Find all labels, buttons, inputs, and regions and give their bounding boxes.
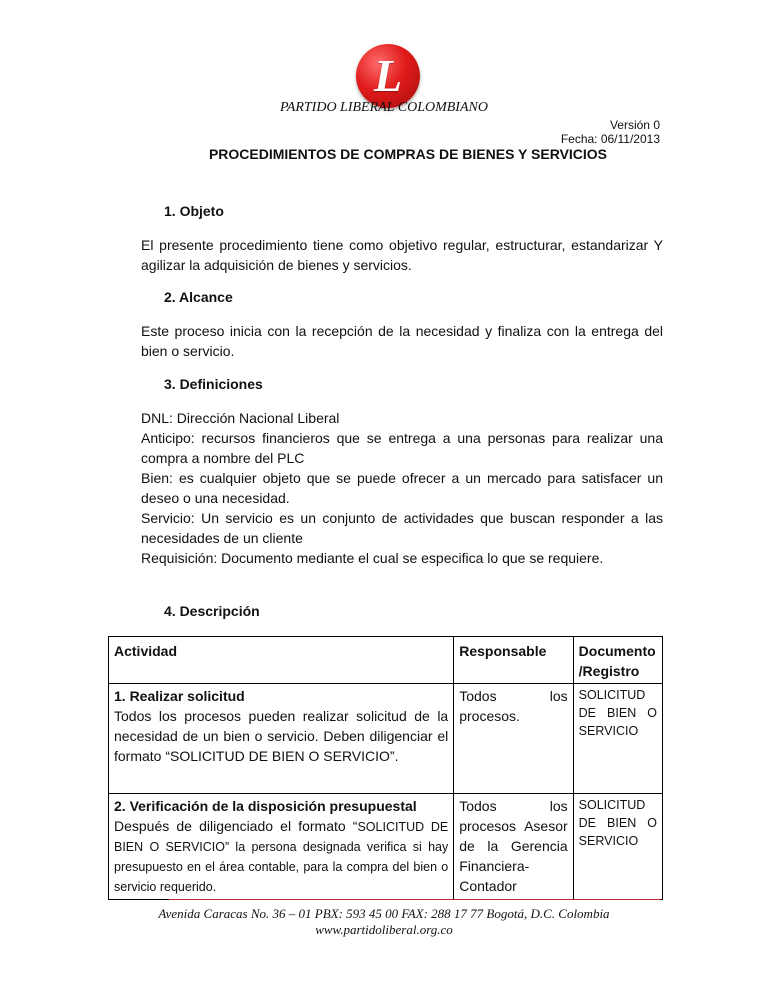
activity-title: 1. Realizar solicitud [114,688,245,704]
party-logo [356,44,420,108]
definition-item: Bien: es cualquier objeto que se puede ofrecer a un mercado para satisfacer un deseo o una necesidad. [141,470,663,506]
activity-description-lead: Después de diligenciado el formato “ [114,818,358,834]
documento-text: SOLICITUD DE BIEN O SERVICIO [578,798,657,848]
definitions-list [141,408,663,568]
footer-divider [169,899,661,900]
table-row [109,684,663,794]
responsable-cell [454,684,573,794]
activity-title: 2. Verificación de la disposición presupuestal [114,798,417,814]
responsable-text: Todos los procesos Asesor de la Gerencia Financiera- Contador [459,798,568,894]
documento-cell [573,794,662,900]
definition-item: DNL: Dirección Nacional Liberal [141,410,340,426]
footer-website: www.partidoliberal.org.co [315,922,453,937]
definition-item: Requisición: Documento mediante el cual se especifica lo que se requiere. [141,550,604,566]
activity-description: Todos los procesos pueden realizar solicitud de la necesidad de un bien o servicio. Deben diligenciar el formato “SOLICITUD DE BIEN O SERVICIO”. [114,708,449,764]
definition-item: Servicio: Un servicio es un conjunto de actividades que buscan responder a las necesidades de un cliente [141,510,663,546]
definition-item: Anticipo: recursos financieros que se entrega a una personas para realizar una compra a nombre del PLC [141,430,663,466]
section-heading-definiciones: 3. Definiciones [164,376,263,392]
activity-cell [109,794,454,900]
header-actividad: Actividad [109,637,454,684]
procedure-table [108,636,663,900]
activity-description-rest: SOLICITUD DE BIEN O SERVICIO” la persona designada verifica si hay presupuesto en el área contable, para la compra del bien o servicio requerido. [114,820,449,894]
header-documento: Documento /Registro [573,637,662,684]
activity-description [114,816,448,897]
footer-address: Avenida Caracas No. 36 – 01 PBX: 593 45 00 FAX: 288 17 77 Bogotá, D.C. Colombia [158,906,610,921]
activity-cell [109,684,454,794]
logo-letter: L [373,50,403,101]
version-label: Versión 0 [609,118,660,132]
responsable-text: Todos los procesos. [459,688,568,724]
responsable-cell [454,794,573,900]
section-heading-objeto: 1. Objeto [164,203,224,219]
date-label: Fecha: 06/11/2013 [560,132,660,146]
objeto-text: El presente procedimiento tiene como objetivo regular, estructurar, estandarizar Y agilizar la adquisición de bienes y servicios. [141,237,663,273]
alcance-text: Este proceso inicia con la recepción de la necesidad y finaliza con la entrega del bien o servicio. [141,323,663,359]
header-responsable: Responsable [454,637,573,684]
documento-cell [573,684,662,794]
section-heading-alcance: 2. Alcance [164,289,233,305]
party-name: PARTIDO LIBERAL COLOMBIANO [280,100,488,115]
section-heading-descripcion: 4. Descripción [164,603,260,619]
table-header-row [109,637,663,684]
table-row [109,794,663,900]
documento-text: SOLICITUD DE BIEN O SERVICIO [578,688,657,738]
document-title: PROCEDIMIENTOS DE COMPRAS DE BIENES Y SERVICIOS [208,146,608,162]
